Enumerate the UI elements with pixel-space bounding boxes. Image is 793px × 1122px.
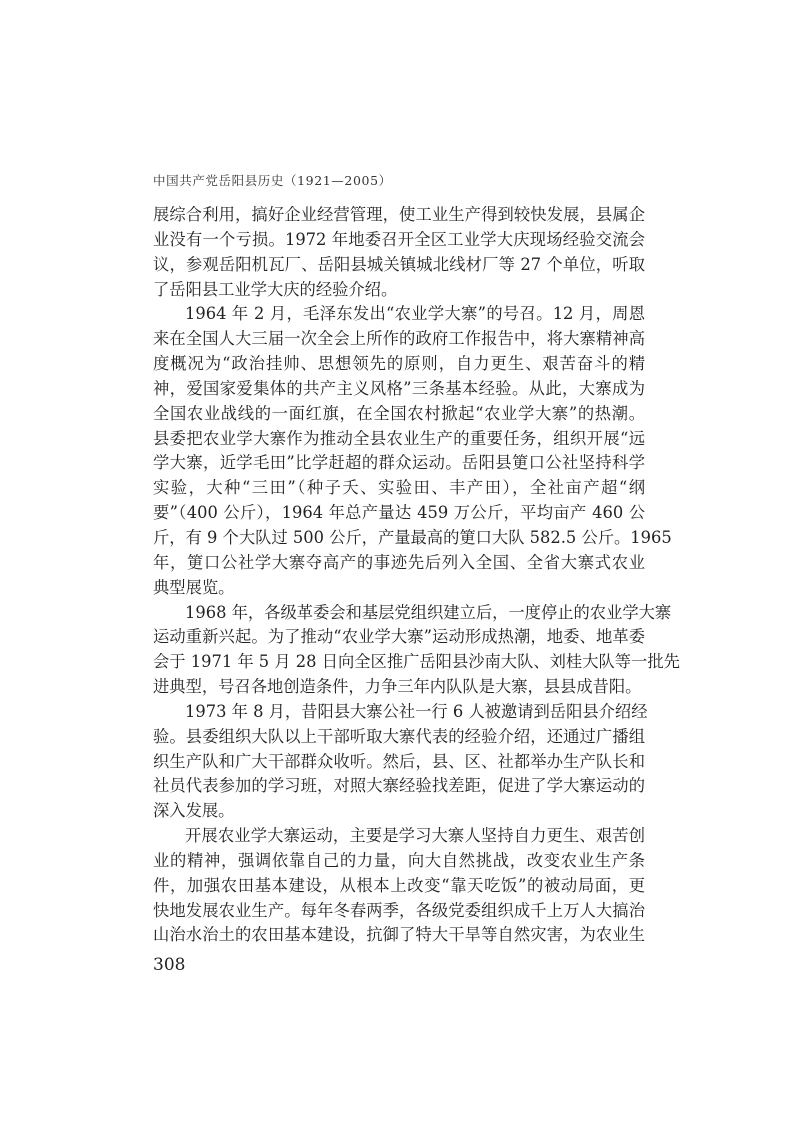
text-line: 斤，有 9 个大队过 500 公斤，产量最高的筻口大队 582.5 公斤。1965 (153, 527, 672, 547)
paragraph-first-line: 1973 年 8 月，昔阳县大寨公社一行 6 人被邀请到岳阳县介绍经 (185, 701, 648, 721)
text-line: 展综合利用，搞好企业经营管理，使工业生产得到较快发展，县属企 (153, 205, 645, 224)
paragraph-first-line: 开展农业学大寨运动，主要是学习大寨人坚持自力更生、艰苦创 (185, 826, 645, 846)
text-line: 全国农业战线的一面红旗，在全国农村掀起“农业学大寨”的热潮。 (153, 403, 645, 423)
text-line: 来在全国人大三届一次全会上所作的政府工作报告中，将大寨精神高 (153, 329, 645, 349)
text-line: 神，爱国家爱集体的共产主义风格”三条基本经验。从此，大寨成为 (153, 378, 645, 398)
text-line: 实验，大种“三田”（种子夭、实验田、丰产田），全社亩产超“纲 (153, 478, 645, 498)
text-line: 议，参观岳阳机瓦厂、岳阳县城关镇城北线材厂等 27 个单位，听取 (153, 254, 645, 274)
text-line: 业的精神，强调依靠自己的力量，向大自然挑战，改变农业生产条 (153, 850, 645, 870)
text-line: 件，加强农田基本建设，从根本上改变“靠天吃饭”的被动局面，更 (153, 875, 645, 895)
text-line: 进典型，号召各地创造条件，力争三年内队队是大寨，县县成昔阳。 (153, 677, 642, 697)
text-line: 深入发展。 (153, 801, 235, 821)
text-line: 业没有一个亏损。1972 年地委召开全区工业学大庆现场经验交流会 (153, 229, 645, 249)
body-text (153, 203, 680, 948)
text-line: 典型展览。 (153, 577, 235, 597)
text-line: 年，筻口公社学大寨夺高产的事迹先后列入全国、全省大寨式农业 (153, 552, 645, 572)
text-line: 快地发展农业生产。每年冬春两季，各级党委组织成千上万人大搞治 (153, 900, 645, 920)
text-line: 运动重新兴起。为了推动“农业学大寨”运动形成热潮，地委、地革委 (153, 627, 645, 647)
text-line: 度概况为“政治挂帅、思想领先的原则，自力更生、艰苦奋斗的精 (153, 354, 645, 374)
text-line: 验。县委组织大队以上干部听取大寨代表的经验介绍，还通过广播组 (153, 726, 645, 746)
text-line: 要”（400 公斤），1964 年总产量达 459 万公斤，平均亩产 460 公 (153, 503, 645, 523)
text-line: 社员代表参加的学习班，对照大寨经验找差距，促进了学大寨运动的 (153, 776, 645, 796)
text-line: 了岳阳县工业学大庆的经验介绍。 (153, 279, 398, 299)
page-number: 308 (153, 955, 186, 975)
text-line: 山治水治土的农田基本建设，抗御了特大干旱等自然灾害，为农业生 (153, 925, 645, 945)
paragraph-first-line: 1964 年 2 月，毛泽东发出“农业学大寨”的号召。12 月，周恩 (185, 304, 645, 324)
paragraph-first-line: 1968 年，各级革委会和基层党组织建立后，一度停止的农业学大寨 (185, 602, 672, 622)
text-line: 织生产队和广大干部群众收听。然后，县、区、社都举办生产队长和 (153, 751, 645, 771)
text-line: 学大寨，近学毛田”比学赶超的群众运动。岳阳县筻口公社坚持科学 (153, 453, 645, 473)
running-header: 中国共产党岳阳县历史（1921—2005） (153, 173, 392, 188)
text-line: 会于 1971 年 5 月 28 日向全区推广岳阳县沙南大队、刘桂大队等一批先 (153, 652, 680, 672)
text-line: 县委把农业学大寨作为推动全县农业生产的重要任务，组织开展“远 (153, 428, 645, 448)
